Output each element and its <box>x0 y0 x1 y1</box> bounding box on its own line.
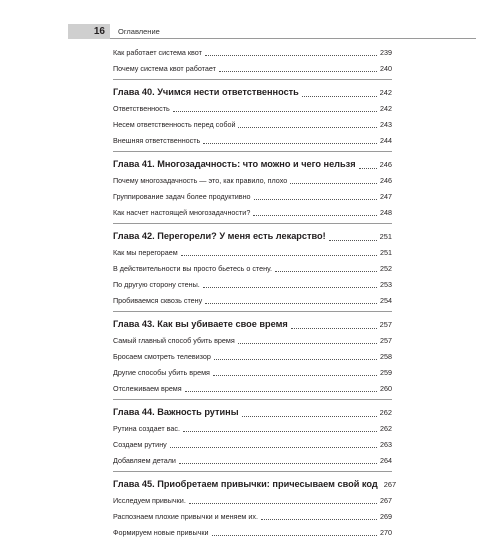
chapter-divider <box>113 223 392 224</box>
header-rule <box>110 38 476 39</box>
entry-title: Бросаем смотреть телевизор <box>113 352 211 361</box>
page-ref: 258 <box>380 352 392 361</box>
toc-entry-row <box>113 263 392 274</box>
toc-chapter-row <box>113 230 392 243</box>
page-ref: 246 <box>380 176 392 185</box>
chapter-title: Глава 42. Перегорели? У меня есть лекарство! <box>113 231 326 241</box>
entry-title: Распознаем плохие привычки и меняем их. <box>113 512 258 521</box>
toc-entry-row <box>113 207 392 218</box>
entry-title: Группирование задач более продуктивно <box>113 192 251 201</box>
page-ref: 257 <box>380 336 392 345</box>
chapter-divider <box>113 311 392 312</box>
dot-leader <box>173 110 377 112</box>
entry-title: Создаем рутину <box>113 440 167 449</box>
toc-entry-row <box>113 47 392 58</box>
dot-leader <box>181 254 377 256</box>
page-ref: 242 <box>380 104 392 113</box>
dot-leader <box>291 327 377 329</box>
dot-leader <box>254 198 377 200</box>
toc-entry-row <box>113 367 392 378</box>
page-ref: 264 <box>380 456 392 465</box>
chapter-divider <box>113 471 392 472</box>
dot-leader <box>205 302 377 304</box>
toc-entry-row <box>113 295 392 306</box>
page-ref: 269 <box>380 512 392 521</box>
page-ref: 251 <box>380 248 392 257</box>
entry-title: Ответственность <box>113 104 170 113</box>
toc-entry-row <box>113 439 392 450</box>
toc-entry-row <box>113 335 392 346</box>
page-number: 16 <box>68 24 110 39</box>
toc-chapter-row <box>113 318 392 331</box>
toc-chapter-row <box>113 158 392 171</box>
page-ref: 267 <box>380 496 392 505</box>
page-ref: 247 <box>380 192 392 201</box>
entry-title: Добавляем детали <box>113 456 176 465</box>
dot-leader <box>219 70 377 72</box>
page-ref: 254 <box>380 296 392 305</box>
toc-entry-row <box>113 495 392 506</box>
dot-leader <box>261 518 377 520</box>
dot-leader <box>359 167 377 169</box>
entry-title: Почему система квот работает <box>113 64 216 73</box>
entry-title: Внешняя ответственность <box>113 136 201 145</box>
page-ref: 263 <box>380 440 392 449</box>
toc-entry-row <box>113 135 392 146</box>
toc-entry-row <box>113 383 392 394</box>
toc-entry-row <box>113 247 392 258</box>
entry-title: Несем ответственность перед собой <box>113 120 236 129</box>
toc-entry-row <box>113 423 392 434</box>
dot-leader <box>290 182 377 184</box>
page-ref: 267 <box>383 480 397 489</box>
entry-title: Самый главный способ убить время <box>113 336 235 345</box>
table-of-contents <box>113 47 397 543</box>
dot-leader <box>189 502 377 504</box>
dot-leader <box>185 390 377 392</box>
page-ref: 262 <box>380 424 392 433</box>
toc-entry-row <box>113 511 392 522</box>
dot-leader <box>275 270 377 272</box>
entry-title: Исследуем привычки. <box>113 496 186 505</box>
page-ref: 246 <box>379 160 392 169</box>
page-ref: 242 <box>379 88 392 97</box>
page-ref: 259 <box>380 368 392 377</box>
dot-leader <box>212 534 377 536</box>
chapter-title: Глава 43. Как вы убиваете свое время <box>113 319 288 329</box>
page-ref: 253 <box>380 280 392 289</box>
dot-leader <box>213 374 377 376</box>
dot-leader <box>205 54 377 56</box>
entry-title: Другие способы убить время <box>113 368 210 377</box>
dot-leader <box>238 342 377 344</box>
dot-leader <box>238 126 377 128</box>
running-header <box>68 24 476 39</box>
chapter-divider <box>113 151 392 152</box>
page-ref: 244 <box>380 136 392 145</box>
dot-leader <box>214 358 377 360</box>
toc-entry-row <box>113 119 392 130</box>
toc-chapter-row <box>113 478 397 491</box>
toc-chapter-row <box>113 86 392 99</box>
dot-leader <box>253 214 377 216</box>
dot-leader <box>183 430 377 432</box>
page-ref: 248 <box>380 208 392 217</box>
toc-entry-row <box>113 175 392 186</box>
dot-leader <box>203 286 377 288</box>
entry-title: Как насчет настоящей многозадачности? <box>113 208 251 217</box>
page-ref: 240 <box>380 64 392 73</box>
toc-entry-row <box>113 455 392 466</box>
page-ref: 239 <box>380 48 392 57</box>
entry-title: По другую сторону стены. <box>113 280 200 289</box>
toc-chapter-row <box>113 406 392 419</box>
page-ref: 270 <box>380 528 392 537</box>
toc-entry-row <box>113 351 392 362</box>
entry-title: В действительности вы просто бьетесь о стену. <box>113 264 272 273</box>
chapter-title: Глава 40. Учимся нести ответственность <box>113 87 299 97</box>
dot-leader <box>329 239 377 241</box>
entry-title: Отслеживаем время <box>113 384 182 393</box>
chapter-divider <box>113 79 392 80</box>
page-ref: 252 <box>380 264 392 273</box>
entry-title: Пробиваемся сквозь стену <box>113 296 203 305</box>
chapter-title: Глава 41. Многозадачность: что можно и чего нельзя <box>113 159 356 169</box>
entry-title: Почему многозадачность — это, как правило, плохо <box>113 176 288 185</box>
page-ref: 262 <box>379 408 392 417</box>
chapter-divider <box>113 399 392 400</box>
chapter-title: Глава 44. Важность рутины <box>113 407 239 417</box>
entry-title: Как работает система квот <box>113 48 202 57</box>
dot-leader <box>242 415 377 417</box>
dot-leader <box>302 95 377 97</box>
page-ref: 257 <box>379 320 392 329</box>
page-ref: 260 <box>380 384 392 393</box>
page-ref: 251 <box>379 232 392 241</box>
dot-leader <box>170 446 377 448</box>
dot-leader <box>179 462 377 464</box>
entry-title: Рутина создает вас. <box>113 424 180 433</box>
toc-entry-row <box>113 103 392 114</box>
dot-leader <box>203 142 377 144</box>
chapter-title: Глава 45. Приобретаем привычки: причесываем свой код <box>113 479 378 489</box>
toc-entry-row <box>113 279 392 290</box>
section-title: Оглавление <box>118 27 160 36</box>
toc-entry-row <box>113 191 392 202</box>
entry-title: Как мы перегораем <box>113 248 178 257</box>
entry-title: Формируем новые привычки <box>113 528 209 537</box>
page-ref: 243 <box>380 120 392 129</box>
toc-entry-row <box>113 63 392 74</box>
toc-entry-row <box>113 527 392 538</box>
